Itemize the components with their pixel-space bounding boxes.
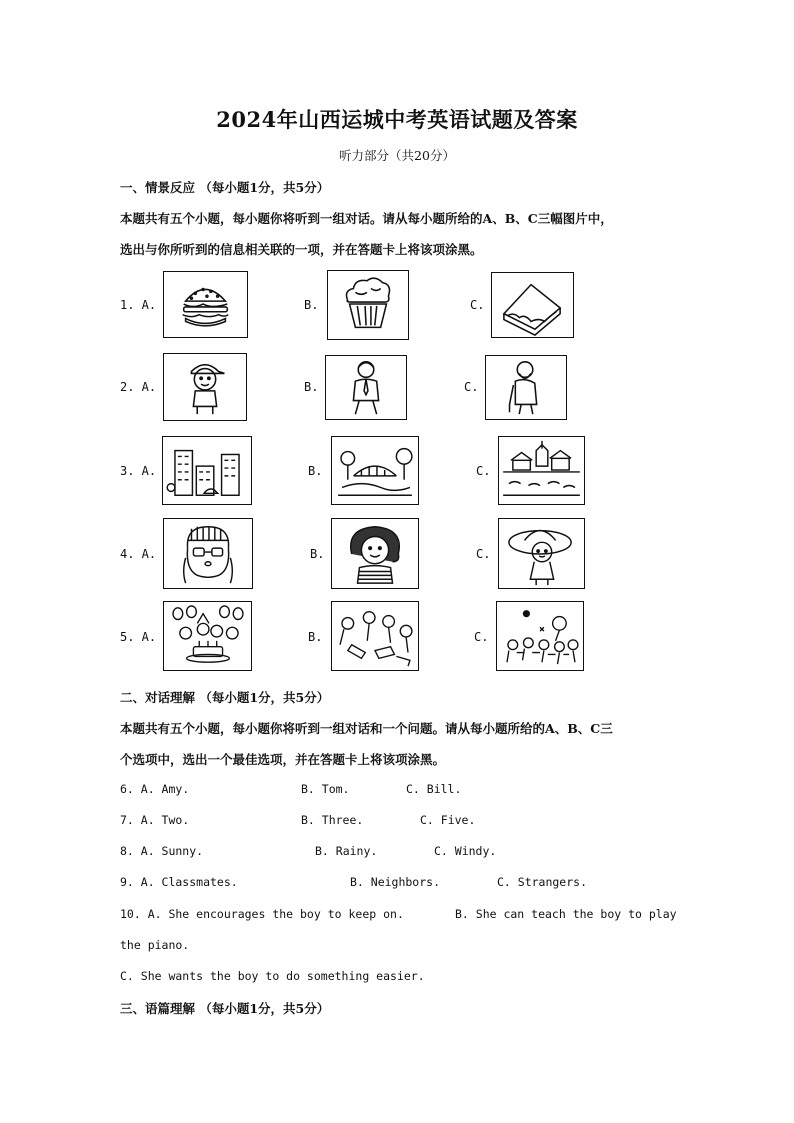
q3-label-a: 3. A. xyxy=(120,464,157,478)
kids-playing-icon xyxy=(496,601,584,671)
birthday-party-icon xyxy=(163,601,252,671)
q1-label-c: C. xyxy=(470,298,485,312)
q3-label-c: C. xyxy=(476,464,491,478)
q1-label-a: 1. A. xyxy=(120,298,157,312)
q1-label-b: B. xyxy=(304,298,319,312)
village-farm-icon xyxy=(498,436,585,505)
q6-option-c: C. Bill. xyxy=(406,782,462,796)
q4-label-b: B. xyxy=(310,547,325,561)
section1-instruction-2: 选出与你所听到的信息相关联的一项，并在答题卡上将该项涂黑。 xyxy=(120,242,483,257)
q5-label-c: C. xyxy=(474,630,489,644)
girl-with-glasses-icon xyxy=(163,518,253,589)
q9-option-b: B. Neighbors. xyxy=(350,875,441,889)
park-bridge-icon xyxy=(331,436,419,505)
group-chatting-icon xyxy=(331,601,419,671)
section1-instruction-1: 本题共有五个小题，每小题你将听到一组对话。请从每小题所给的A、B、C三幅图片中， xyxy=(120,211,613,226)
q7-option-c: C. Five. xyxy=(420,813,476,827)
q9-option-a: 9. A. Classmates. xyxy=(120,875,238,889)
q6-option-a: 6. A. Amy. xyxy=(120,782,190,796)
page-title: 2024年山西运城中考英语试题及答案 xyxy=(216,107,578,132)
q8-option-c: C. Windy. xyxy=(434,844,497,858)
section2-heading: 二、对话理解 （每小题1分，共5分） xyxy=(120,690,330,705)
city-buildings-icon xyxy=(162,436,252,505)
girl-sun-hat-icon xyxy=(498,518,585,589)
old-man-with-cane-icon xyxy=(485,355,567,420)
section3-heading: 三、语篇理解 （每小题1分，共5分） xyxy=(120,1001,330,1016)
q7-option-b: B. Three. xyxy=(301,813,364,827)
girl-curly-hair-icon xyxy=(331,518,419,589)
q2-label-b: B. xyxy=(304,380,319,394)
q10-option-a: 10. A. She encourages the boy to keep on. xyxy=(120,907,404,921)
q7-option-a: 7. A. Two. xyxy=(120,813,190,827)
cupcake-icon xyxy=(327,270,409,340)
q2-label-a: 2. A. xyxy=(120,380,157,394)
q6-option-b: B. Tom. xyxy=(301,782,350,796)
q4-label-c: C. xyxy=(476,547,491,561)
q10-option-b-continued: the piano. xyxy=(120,938,190,952)
q4-label-a: 4. A. xyxy=(120,547,157,561)
q2-label-c: C. xyxy=(464,380,479,394)
q5-label-b: B. xyxy=(308,630,323,644)
section1-heading: 一、情景反应 （每小题1分，共5分） xyxy=(120,180,330,195)
q9-option-c: C. Strangers. xyxy=(497,875,588,889)
section2-instruction-2: 个选项中，选出一个最佳选项，并在答题卡上将该项涂黑。 xyxy=(120,752,446,767)
q3-label-b: B. xyxy=(308,464,323,478)
q5-label-a: 5. A. xyxy=(120,630,157,644)
hamburger-icon xyxy=(163,271,248,338)
man-in-suit-icon xyxy=(325,355,407,420)
listening-subtitle: 听力部分（共20分） xyxy=(339,148,455,163)
q10-option-c: C. She wants the boy to do something easier. xyxy=(120,969,425,983)
section2-instruction-1: 本题共有五个小题，每小题你将听到一组对话和一个问题。请从每小题所给的A、B、C三 xyxy=(120,721,613,736)
q8-option-b: B. Rainy. xyxy=(315,844,378,858)
q8-option-a: 8. A. Sunny. xyxy=(120,844,204,858)
boy-with-cap-icon xyxy=(163,353,247,421)
q10-option-b: B. She can teach the boy to play xyxy=(455,907,677,921)
sandwich-icon xyxy=(491,272,574,338)
